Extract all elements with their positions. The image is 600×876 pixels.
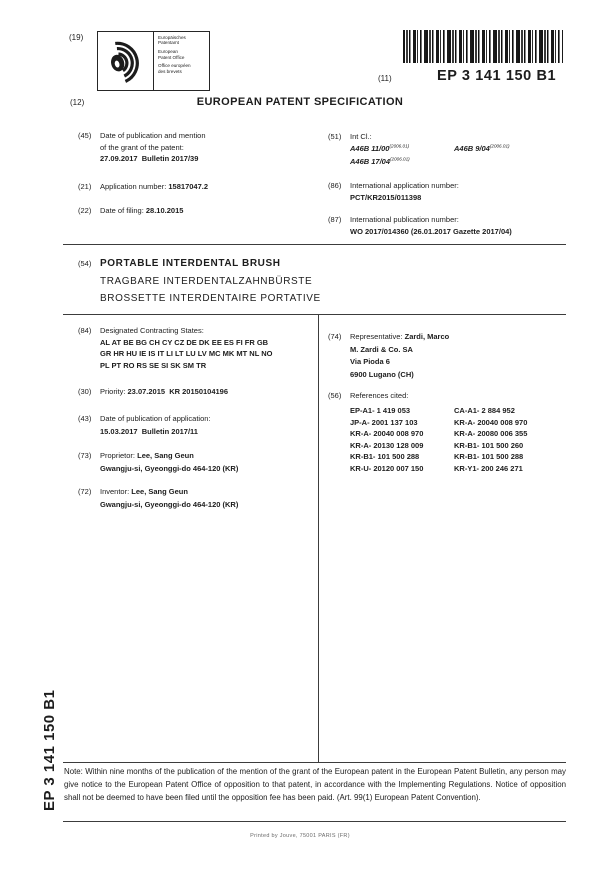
int-cl-version: (2006.01)	[389, 143, 410, 149]
representative-address: M. Zardi & Co. SA	[350, 344, 413, 354]
inid-21: (21)	[78, 182, 92, 191]
int-publication-value: WO 2017/014360 (26.01.2017 Gazette 2017/04)	[350, 227, 512, 237]
representative-address: 6900 Lugano (CH)	[350, 370, 414, 380]
reference: KR-A- 20040 008 970	[454, 417, 528, 427]
reference: KR-A- 20080 006 355	[454, 429, 528, 438]
epo-name-french: Office européen	[158, 63, 191, 69]
inid-84: (84)	[78, 326, 92, 335]
inid-43: (43)	[78, 414, 92, 423]
grant-value: 27.09.2017 Bulletin 2017/39	[100, 154, 199, 163]
inid-22: (22)	[78, 206, 92, 215]
field-grant-date	[78, 130, 323, 165]
epo-name-german: Europäisches	[158, 35, 186, 40]
grant-label: of the grant of the patent:	[100, 142, 184, 152]
reference: KR-A- 20130 128 009	[350, 440, 424, 450]
field-references-cited	[328, 390, 566, 474]
inventor-label: Inventor:	[100, 487, 130, 496]
representative-label: Representative:	[350, 332, 403, 341]
reference: KR-U- 20120 007 150	[350, 463, 424, 473]
invention-title-de: TRAGBARE INTERDENTALZAHNBÜRSTE	[100, 276, 313, 287]
inid-56: (56)	[328, 391, 342, 400]
epo-logo	[97, 31, 210, 91]
reference-row	[350, 451, 566, 463]
reference-row	[350, 463, 566, 475]
field-int-publication-number	[328, 214, 566, 239]
reference: KR-Y1- 200 246 271	[454, 463, 523, 473]
inid-45: (45)	[78, 131, 92, 140]
inid-51: (51)	[328, 132, 342, 141]
reference: CA-A1- 2 884 952	[454, 406, 515, 415]
reference-row	[350, 405, 566, 417]
reference-row	[350, 428, 566, 440]
filing-label: Date of filing:	[100, 206, 144, 215]
inid-12: (12)	[70, 98, 85, 107]
field-int-application-number	[328, 180, 566, 205]
field-application-publication	[78, 412, 313, 438]
opposition-note: Note: Within nine months of the publication of the mention of the grant of the European patent in the European Patent Bulletin, any person may give notice to the European Patent Office of opposition to that patent, in accordance with the Implementing Regulations. Notice of opposition shall not be deemed to have been filed until the opposition fee has been paid. (Art. 99(1) European Patent Convention).	[64, 767, 566, 803]
int-publication-label: International publication number:	[350, 215, 459, 224]
epo-name-english: European	[158, 49, 178, 55]
references-label: References cited:	[350, 391, 409, 400]
reference-row	[350, 417, 566, 429]
divider	[63, 244, 566, 245]
reference-row	[350, 440, 566, 452]
int-cl-label: Int Cl.:	[350, 132, 372, 141]
field-designated-states	[78, 325, 313, 371]
int-cl-code: A46B 11/00	[350, 144, 390, 154]
inid-73: (73)	[78, 451, 92, 460]
epo-name-french: des brevets	[158, 68, 182, 74]
field-proprietor	[78, 449, 313, 475]
field-priority	[78, 386, 313, 398]
epo-logo-icon	[98, 32, 154, 90]
inid-11: (11)	[378, 74, 392, 83]
printed-by-line: Printed by Jouve, 75001 PARIS (FR)	[250, 833, 350, 839]
reference: KR-A- 20040 008 970	[350, 429, 424, 438]
int-cl-code: A46B 17/04	[350, 156, 391, 166]
inid-19: (19)	[69, 33, 84, 42]
document-type-heading: EUROPEAN PATENT SPECIFICATION	[196, 96, 404, 108]
application-value: 15817047.2	[168, 182, 209, 191]
field-representative	[328, 331, 566, 382]
int-application-value: PCT/KR2015/011398	[350, 193, 422, 203]
side-publication-number: EP 3 141 150 B1	[41, 689, 58, 811]
field-filing-date	[78, 205, 323, 217]
app-publication-label: Date of publication of application:	[100, 414, 211, 423]
reference: JP-A- 2001 137 103	[350, 417, 418, 427]
priority-label: Priority:	[100, 387, 126, 396]
epo-name-english: Patent Office	[158, 54, 185, 60]
field-int-classification	[328, 131, 566, 168]
inventor-address: Gwangju-si, Gyeonggi-do 464-120 (KR)	[100, 500, 239, 509]
grant-label: Date of publication and mention	[100, 131, 206, 140]
int-cl-version: (2006.01)	[489, 143, 510, 149]
reference: KR-B1- 101 500 260	[454, 440, 524, 450]
inid-86: (86)	[328, 181, 342, 190]
states-line: PL PT RO RS SE SI SK SM TR	[100, 360, 207, 370]
int-application-label: International application number:	[350, 181, 459, 190]
reference: EP-A1- 1 419 053	[350, 406, 411, 415]
inid-54: (54)	[78, 259, 92, 268]
app-publication-value: 15.03.2017 Bulletin 2017/11	[100, 427, 198, 436]
proprietor-name: Lee, Sang Geun	[137, 451, 194, 460]
inid-74: (74)	[328, 332, 342, 341]
representative-address: Via Pioda 6	[350, 357, 390, 367]
states-line: AL AT BE BG CH CY CZ DE DK EE ES FI FR GB	[100, 337, 269, 347]
invention-title-en: PORTABLE INTERDENTAL BRUSH	[100, 258, 281, 269]
representative-name: Zardi, Marco	[404, 332, 450, 341]
epo-logo-text	[154, 32, 209, 90]
proprietor-address: Gwangju-si, Gyeonggi-do 464-120 (KR)	[100, 464, 239, 473]
field-inventor	[78, 485, 313, 511]
column-divider	[318, 314, 319, 762]
inid-30: (30)	[78, 387, 92, 396]
barcode	[403, 30, 563, 63]
filing-value: 28.10.2015	[145, 206, 184, 215]
states-line: GR HR HU IE IS IT LI LT LU LV MC MK MT NL NO	[100, 349, 273, 358]
inid-72: (72)	[78, 487, 92, 496]
application-label: Application number:	[100, 182, 167, 191]
int-cl-version: (2006.01)	[390, 156, 410, 162]
proprietor-label: Proprietor:	[100, 451, 136, 460]
field-application-number	[78, 181, 323, 193]
invention-title-fr: BROSSETTE INTERDENTAIRE PORTATIVE	[100, 293, 321, 304]
divider	[63, 762, 566, 763]
divider	[63, 821, 566, 822]
priority-value: 23.07.2015 KR 20150104196	[127, 387, 229, 396]
inid-87: (87)	[328, 215, 342, 224]
inventor-name: Lee, Sang Geun	[131, 487, 188, 496]
states-label: Designated Contracting States:	[100, 326, 204, 335]
publication-number: EP 3 141 150 B1	[437, 68, 557, 84]
reference: KR-B1- 101 500 288	[350, 452, 420, 461]
reference: KR-B1- 101 500 288	[454, 452, 524, 461]
epo-name-german: Patentamt	[158, 40, 179, 46]
divider	[63, 314, 566, 315]
int-cl-code: A46B 9/04	[454, 144, 490, 154]
